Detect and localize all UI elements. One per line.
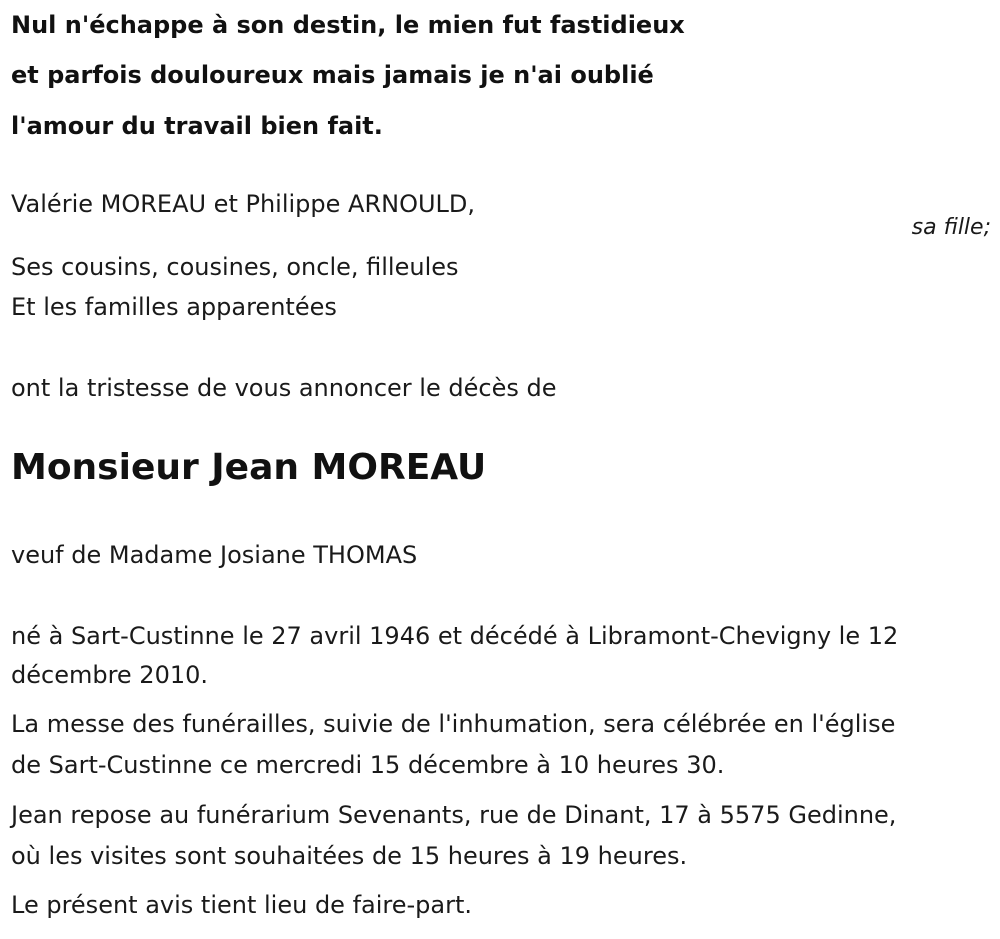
family-related: Et les familles apparentées [11,293,337,321]
quote-line-1: Nul n'échappe à son destin, le mien fut fastidieux [11,11,685,39]
funeral-line-2: de Sart-Custinne ce mercredi 15 décembre à 10 heures 30. [11,751,725,779]
family-daughter: Valérie MOREAU et Philippe ARNOULD, [11,190,476,218]
funeral-line-1: La messe des funérailles, suivie de l'inhumation, sera célébrée en l'église [11,710,896,738]
announcement-text: ont la tristesse de vous annoncer le décès de [11,374,557,402]
family-cousins: Ses cousins, cousines, oncle, filleules [11,253,459,281]
obituary-notice [11,0,991,939]
notice-text: Le présent avis tient lieu de faire-part. [11,891,473,919]
quote-line-2: et parfois douloureux mais jamais je n'ai oublié [11,61,654,89]
birth-death-line-2: décembre 2010. [11,661,209,689]
birth-death-line-1: né à Sart-Custinne le 27 avril 1946 et décédé à Libramont-Chevigny le 12 [11,622,899,650]
deceased-name: Monsieur Jean MOREAU [11,447,487,488]
rest-line-2: où les visites sont souhaitées de 15 heures à 19 heures. [11,842,688,870]
widower-text: veuf de Madame Josiane THOMAS [11,541,418,569]
family-daughter-relation: sa fille; [911,215,991,240]
quote-line-3: l'amour du travail bien fait. [11,112,383,140]
rest-line-1: Jean repose au funérarium Sevenants, rue de Dinant, 17 à 5575 Gedinne, [11,801,897,829]
